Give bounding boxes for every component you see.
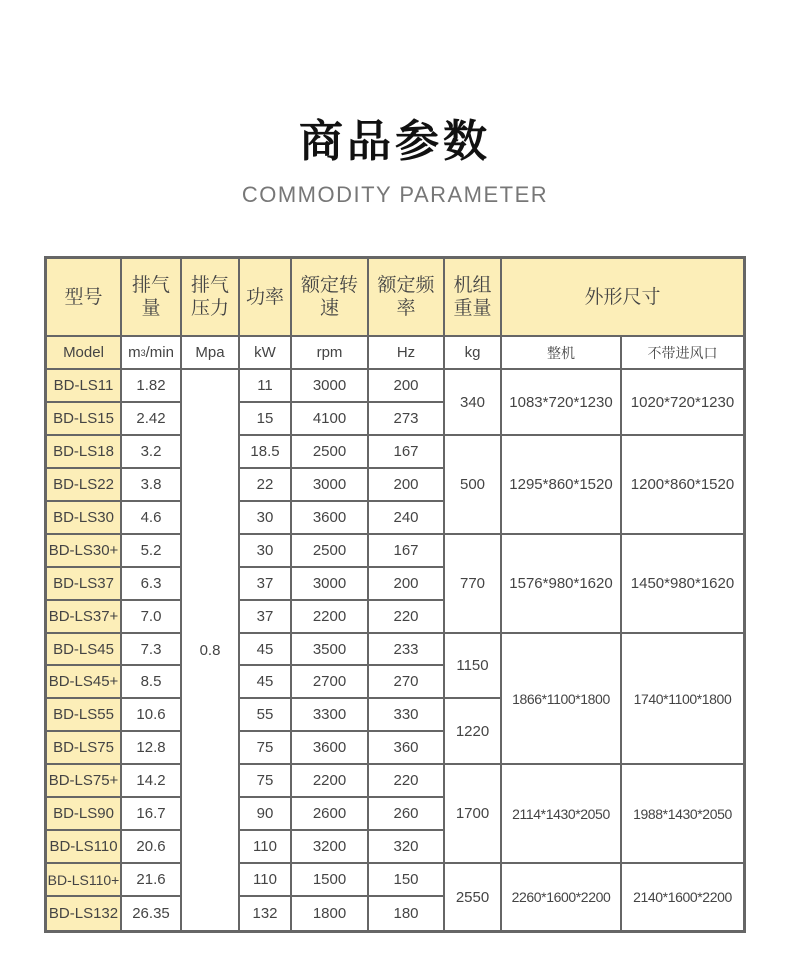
- power-cell: 90: [240, 798, 292, 831]
- power-cell: 37: [240, 568, 292, 601]
- speed-cell: 2700: [292, 666, 369, 699]
- speed-cell: 1500: [292, 864, 369, 897]
- frequency-cell: 200: [369, 469, 445, 502]
- unit-dim-whole: 整机: [502, 337, 622, 370]
- volume-cell: 2.42: [122, 403, 182, 436]
- speed-cell: 2600: [292, 798, 369, 831]
- model-cell: BD-LS30+: [47, 535, 122, 568]
- frequency-cell: 167: [369, 535, 445, 568]
- model-cell: BD-LS11: [47, 370, 122, 403]
- model-cell: BD-LS15: [47, 403, 122, 436]
- speed-cell: 4100: [292, 403, 369, 436]
- model-cell: BD-LS132: [47, 897, 122, 930]
- volume-cell: 20.6: [122, 831, 182, 864]
- power-cell: 55: [240, 699, 292, 732]
- frequency-cell: 200: [369, 370, 445, 403]
- model-cell: BD-LS90: [47, 798, 122, 831]
- weight-cell: 340: [445, 370, 502, 436]
- speed-cell: 3000: [292, 469, 369, 502]
- power-cell: 30: [240, 502, 292, 535]
- volume-cell: 3.8: [122, 469, 182, 502]
- power-cell: 45: [240, 634, 292, 666]
- dim-whole-cell: 1083*720*1230: [502, 370, 622, 436]
- weight-cell: 500: [445, 436, 502, 535]
- frequency-cell: 330: [369, 699, 445, 732]
- frequency-cell: 220: [369, 601, 445, 634]
- power-cell: 75: [240, 765, 292, 798]
- model-cell: BD-LS110+: [47, 864, 122, 897]
- speed-cell: 2500: [292, 436, 369, 469]
- header-unit-weight: 机组重量: [445, 259, 502, 337]
- power-cell: 110: [240, 831, 292, 864]
- frequency-cell: 167: [369, 436, 445, 469]
- volume-cell: 6.3: [122, 568, 182, 601]
- dim-whole-cell: 1295*860*1520: [502, 436, 622, 535]
- volume-cell: 4.6: [122, 502, 182, 535]
- unit-tail: /min: [145, 344, 174, 361]
- header-rated-speed: 额定转速: [292, 259, 369, 337]
- power-cell: 37: [240, 601, 292, 634]
- speed-cell: 3500: [292, 634, 369, 666]
- unit-model: Model: [47, 337, 122, 370]
- speed-cell: 2500: [292, 535, 369, 568]
- model-cell: BD-LS75: [47, 732, 122, 765]
- weight-cell: 1150: [445, 634, 502, 699]
- speed-cell: 1800: [292, 897, 369, 930]
- model-cell: BD-LS45: [47, 634, 122, 666]
- unit-air-pressure: Mpa: [182, 337, 240, 370]
- unit-air-volume: [122, 337, 182, 370]
- frequency-cell: 320: [369, 831, 445, 864]
- header-air-volume: 排气量: [122, 259, 182, 337]
- frequency-cell: 233: [369, 634, 445, 666]
- model-cell: BD-LS45+: [47, 666, 122, 699]
- model-cell: BD-LS110: [47, 831, 122, 864]
- volume-cell: 7.0: [122, 601, 182, 634]
- volume-cell: 10.6: [122, 699, 182, 732]
- unit-power: kW: [240, 337, 292, 370]
- speed-cell: 3600: [292, 732, 369, 765]
- model-cell: BD-LS22: [47, 469, 122, 502]
- frequency-cell: 240: [369, 502, 445, 535]
- power-cell: 132: [240, 897, 292, 930]
- power-cell: 30: [240, 535, 292, 568]
- header-rated-frequency: 额定频率: [369, 259, 445, 337]
- model-cell: BD-LS55: [47, 699, 122, 732]
- model-cell: BD-LS37+: [47, 601, 122, 634]
- speed-cell: 2200: [292, 765, 369, 798]
- frequency-cell: 200: [369, 568, 445, 601]
- dim-no-inlet-cell: 1450*980*1620: [622, 535, 743, 634]
- header-model: 型号: [47, 259, 122, 337]
- volume-cell: 5.2: [122, 535, 182, 568]
- frequency-cell: 360: [369, 732, 445, 765]
- power-cell: 75: [240, 732, 292, 765]
- power-cell: 45: [240, 666, 292, 699]
- header-power: 功率: [240, 259, 292, 337]
- dim-no-inlet-cell: 2140*1600*2200: [633, 889, 732, 905]
- power-cell: 22: [240, 469, 292, 502]
- volume-cell: 26.35: [122, 897, 182, 930]
- frequency-cell: 150: [369, 864, 445, 897]
- volume-cell: 8.5: [122, 666, 182, 699]
- volume-cell: 3.2: [122, 436, 182, 469]
- frequency-cell: 180: [369, 897, 445, 930]
- speed-cell: 2200: [292, 601, 369, 634]
- volume-cell: 16.7: [122, 798, 182, 831]
- model-cell: BD-LS37: [47, 568, 122, 601]
- weight-cell: 1700: [445, 765, 502, 864]
- unit-unit-weight: kg: [445, 337, 502, 370]
- header-dimensions: 外形尺寸: [502, 259, 743, 337]
- dim-whole-cell: 2260*1600*2200: [502, 864, 622, 930]
- dim-no-inlet-cell: 1988*1430*2050: [622, 765, 743, 864]
- speed-cell: 3000: [292, 568, 369, 601]
- dim-whole-cell: 2114*1430*2050: [502, 765, 622, 864]
- parameter-table: [44, 256, 746, 933]
- frequency-cell: 270: [369, 666, 445, 699]
- unit-dim-no-inlet: 不带进风口: [622, 337, 743, 370]
- weight-cell: 770: [445, 535, 502, 634]
- unit-rated-frequency: Hz: [369, 337, 445, 370]
- power-cell: 18.5: [240, 436, 292, 469]
- volume-cell: 1.82: [122, 370, 182, 403]
- dim-no-inlet-cell: 1200*860*1520: [622, 436, 743, 535]
- header-air-pressure: 排气压力: [182, 259, 240, 337]
- weight-cell: 1220: [445, 699, 502, 765]
- model-cell: BD-LS30: [47, 502, 122, 535]
- speed-cell: 3000: [292, 370, 369, 403]
- unit-base: m: [128, 344, 141, 361]
- dim-no-inlet-cell: 1020*720*1230: [622, 370, 743, 436]
- model-cell: BD-LS18: [47, 436, 122, 469]
- page-title: 商品参数: [299, 116, 491, 167]
- unit-rated-speed: rpm: [292, 337, 369, 370]
- volume-cell: 14.2: [122, 765, 182, 798]
- dim-whole-cell: 1576*980*1620: [502, 535, 622, 634]
- power-cell: 110: [240, 864, 292, 897]
- pressure-cell: 0.8: [182, 370, 240, 930]
- dim-no-inlet-cell: 1740*1100*1800: [622, 634, 743, 765]
- speed-cell: 3200: [292, 831, 369, 864]
- dim-whole-cell: 1866*1100*1800: [502, 634, 622, 765]
- frequency-cell: 220: [369, 765, 445, 798]
- unit-sup: 3: [140, 347, 146, 358]
- frequency-cell: 273: [369, 403, 445, 436]
- power-cell: 11: [240, 370, 292, 403]
- weight-cell: 2550: [445, 864, 502, 930]
- power-cell: 15: [240, 403, 292, 436]
- page-subtitle: COMMODITY PARAMETER: [241, 182, 549, 207]
- model-cell: BD-LS75+: [47, 765, 122, 798]
- speed-cell: 3300: [292, 699, 369, 732]
- volume-cell: 7.3: [122, 634, 182, 666]
- speed-cell: 3600: [292, 502, 369, 535]
- frequency-cell: 260: [369, 798, 445, 831]
- volume-cell: 21.6: [122, 864, 182, 897]
- volume-cell: 12.8: [122, 732, 182, 765]
